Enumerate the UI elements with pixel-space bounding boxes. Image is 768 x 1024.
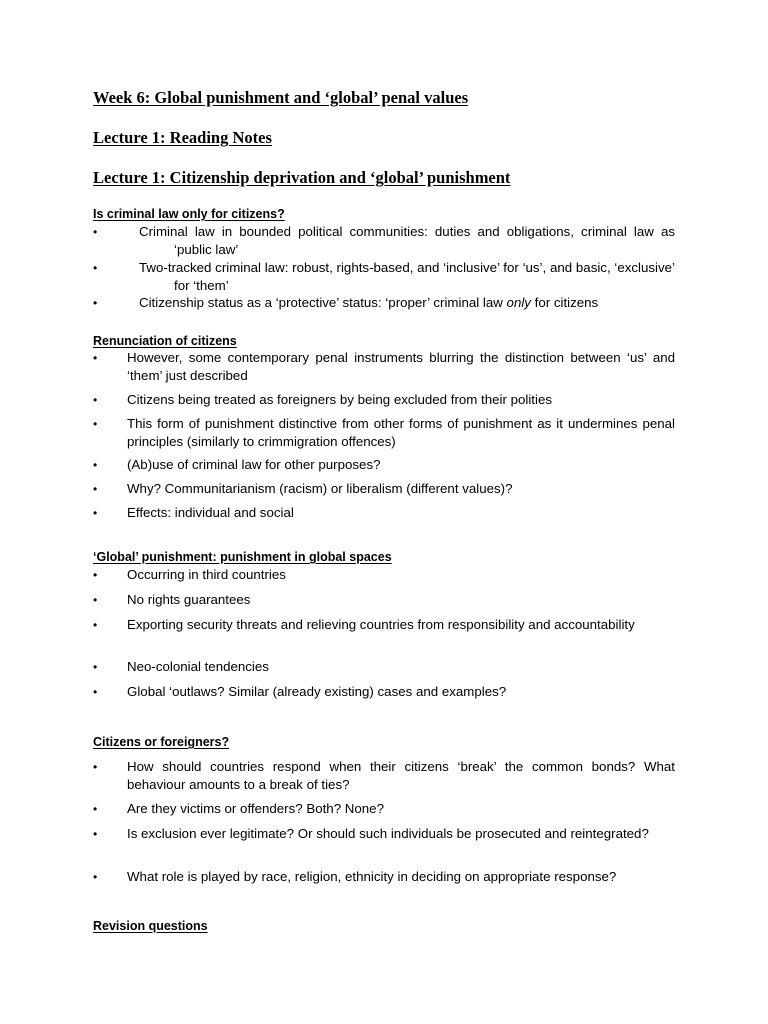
list-item-text: Citizens being treated as foreigners by being excluded from their polities [127,392,552,407]
bullet-icon: • [93,296,98,310]
list-item-text: How should countries respond when their citizens ‘break’ the common bonds? What behaviour amounts to a break of ties? [127,759,675,792]
list-item-text: Exporting security threats and relieving countries from responsibility and accountability [127,617,635,632]
list-item [93,800,675,818]
list-item-text: Criminal law in bounded political communities: duties and obligations, criminal law as ‘public law’ [139,224,675,257]
list-item-text [139,294,675,312]
list-item-text: However, some contemporary penal instruments blurring the distinction between ‘us’ and ‘them’ just described [127,350,675,383]
list-item [93,480,675,498]
list-item [93,658,675,676]
week-heading: Week 6: Global punishment and ‘global’ penal values [93,88,469,107]
bullet-icon: • [93,870,98,884]
list-item [93,566,675,584]
emphasis-text: only [506,295,531,310]
bullet-icon: • [93,506,98,520]
bullet-icon: • [93,351,98,365]
bullet-icon: • [93,568,98,582]
bullet-icon: • [93,660,98,674]
lecture-title-heading: Lecture 1: Citizenship deprivation and ‘global’ punishment [93,168,511,187]
list-item-text: Neo-colonial tendencies [127,659,269,674]
section-heading-revision-questions: Revision questions [93,919,208,933]
section-heading-renunciation: Renunciation of citizens [93,334,237,348]
list-item-text: Why? Communitarianism (racism) or liberalism (different values)? [127,481,513,496]
list-item-text: (Ab)use of criminal law for other purposes? [127,457,381,472]
bullet-icon: • [93,393,98,407]
list-item-text: Two-tracked criminal law: robust, rights-based, and ‘inclusive’ for ‘us’, and basic, ‘exclusive’ for ‘them’ [139,260,675,293]
bullet-icon: • [93,482,98,496]
list-item [93,415,675,451]
bullet-icon: • [93,225,98,239]
bullet-icon: • [93,618,98,632]
list-item [93,223,675,259]
bullet-icon: • [93,593,98,607]
list-item [93,259,675,295]
list-item [93,758,675,794]
section-heading-criminal-law: Is criminal law only for citizens? [93,207,285,221]
section-heading-global-punishment: ‘Global’ punishment: punishment in global spaces [93,550,392,564]
list-item-text: Occurring in third countries [127,567,286,582]
list-item-text: Is exclusion ever legitimate? Or should such individuals be prosecuted and reintegrated? [127,826,649,841]
list-item [93,504,675,522]
bullet-icon: • [93,827,98,841]
list-item [93,868,675,886]
list-item [93,391,675,409]
list-item-text: Effects: individual and social [127,505,294,520]
bullet-icon: • [93,261,98,275]
list-item [93,349,675,385]
text-run: for citizens [530,295,599,310]
text-run: Citizenship status as a ‘protective’ status: ‘proper’ criminal law [139,295,507,310]
bullet-icon: • [93,417,98,431]
bullet-icon: • [93,685,98,699]
list-item-text: Are they victims or offenders? Both? None? [127,801,384,816]
list-item [93,456,675,474]
bullet-icon: • [93,760,98,774]
list-item-text: No rights guarantees [127,592,251,607]
section-heading-citizens-or-foreigners: Citizens or foreigners? [93,735,230,749]
list-item-text: This form of punishment distinctive from other forms of punishment as it undermines penal principles (similarly to crimmigration offences) [127,416,675,449]
list-item-text: Global ‘outlaws? Similar (already existing) cases and examples? [127,684,507,699]
list-item [93,825,675,843]
lecture-notes-heading: Lecture 1: Reading Notes [93,128,272,147]
bullet-icon: • [93,458,98,472]
list-item [93,591,675,609]
list-item-text: What role is played by race, religion, ethnicity in deciding on appropriate response? [127,869,617,884]
list-item [93,683,675,701]
list-item [93,616,675,634]
bullet-icon: • [93,802,98,816]
list-item [93,294,675,312]
